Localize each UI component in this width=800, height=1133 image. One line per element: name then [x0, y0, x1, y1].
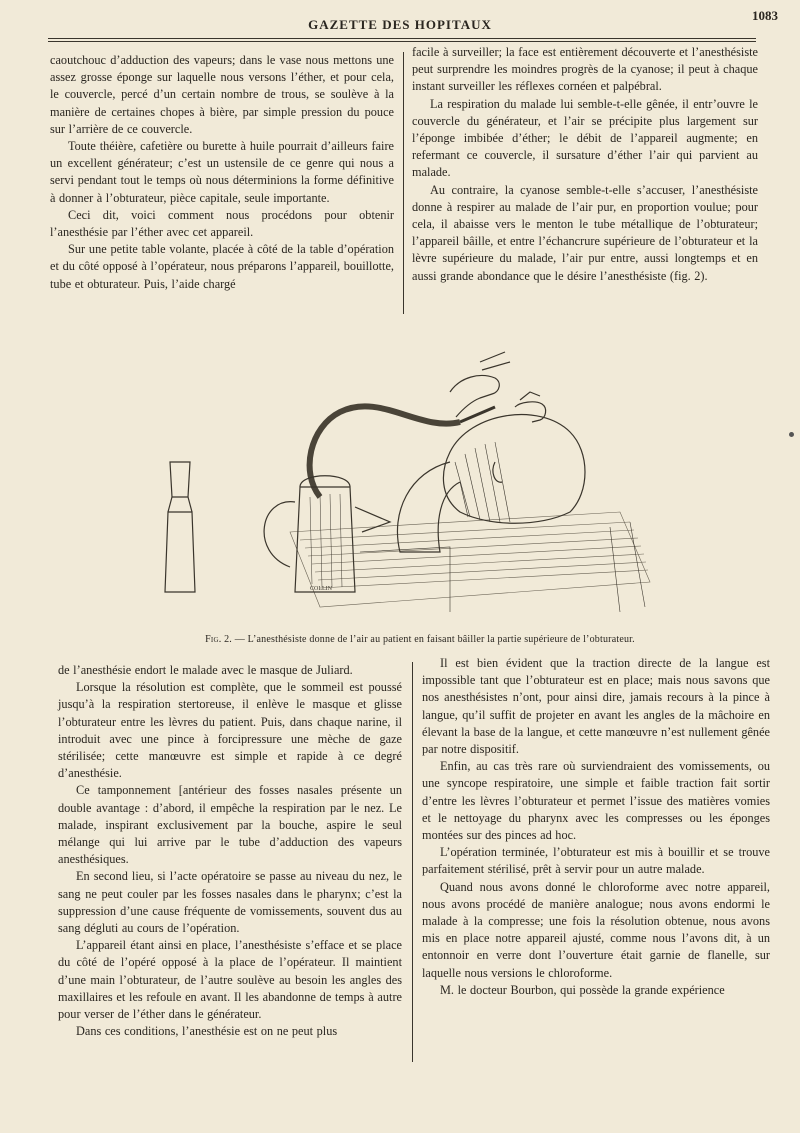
paragraph: Enfin, au cas très rare où surviendraient des vomissements, ou une syncope respiratoire, une simple et faible traction fait sortir d’entre les lèvres l’obturateur et permet l’issue des matières vomies et le nettoyage du pharynx avec les compresses ou les éponges montées sur des pinces ad hoc. — [422, 759, 770, 843]
anesthesia-illustration — [150, 322, 670, 634]
operator-hand — [450, 376, 499, 417]
paragraph: Ceci dit, voici comment nous procédons pour obtenir l’anesthésie par l’éther avec cet appareil. — [50, 207, 394, 240]
paragraph: facile à surveiller; la face est entièrement découverte et l’anesthésiste peut surprendre les moindres progrès de la cyanose; il peut à chaque instant surveiller les réflexes cornéen et palpébral. — [412, 45, 758, 94]
ether-flask — [165, 462, 195, 592]
paragraph: En second lieu, si l’acte opératoire se passe au niveau du nez, le sang ne peut couler par les fosses nasales dans le pharynx; c’est la suppression d’une cause fréquente de vomissements, souvent dus au sang dégluti au cours de l’opération. — [58, 869, 402, 936]
paragraph: Ce tamponnement [antérieur des fosses nasales présente un double avantage : d’abord, il empêche la respiration par le nez. Le malade, inspirant exclusivement par la bouche, aspire le seul mélange qui lui arrive par le tube d’adduction des vapeurs anesthésiques. — [58, 783, 402, 867]
paragraph: Il est bien évident que la traction directe de la langue est impossible tant que l’obturateur est en place; mais nous savons que nos anesthésistes n’ont, pour ainsi dire, jamais recours à la pince à langue, qu’il suffit de projeter en avant les angles de la mâchoire en élevant la base de la langue, et cette manœuvre n’est nullement gênée par notre dispositif. — [422, 656, 770, 757]
journal-title: GAZETTE DES HOPITAUX — [308, 17, 492, 32]
paragraph: Sur une petite table volante, placée à côté de la table d’opération et du côté opposé à l’opérateur, nous préparons l’appareil, bouillotte, tube et obturateur. Puis, l’aide chargé — [50, 242, 394, 291]
figure-caption — [160, 634, 680, 645]
paragraph: Au contraire, la cyanose semble-t-elle s’accuser, l’anesthésiste donne à respirer au malade de l’air pur, en proportion voulue; pour cela, il abaisse vers le menton le tube métallique de l’obturateur; l’appareil bâille, et entre l’échancrure supérieure de l’obturateur et la lèvre supérieure du malade, l’air pur entre, aussi longtemps et en aussi grande abondance que le désire l’anesthésiste (fig. 2). — [412, 182, 758, 283]
page-number: 1083 — [752, 8, 778, 23]
header-rule — [48, 38, 756, 39]
paragraph: Quand nous avons donné le chloroforme avec notre appareil, nous avons procédé de manière analogue; nous avons endormi le malade à la compresse; une fois la résolution obtenue, nous avons mis en place notre appareil ajusté, comme nous l’avons dit, à un entonnoir en verre dont l’ouverture était garnie de flanelle, sur laquelle nous versions le chloroforme. — [422, 879, 770, 980]
paragraph: L’opération terminée, l’obturateur est mis à bouillir et se trouve parfaitement stérilisé, prêt à servir pour un autre malade. — [422, 845, 770, 877]
paragraph: L’appareil étant ainsi en place, l’anesthésiste s’efface et se place du côté de l’opéré opposé à la place de l’opérateur. Il maintient d’une main l’obturateur, de l’autre soulève au besoin les angles des maxillaires et les refoule en avant. Il les abandonne de temps à autre pour verser de l’éther dans le générateur. — [58, 938, 402, 1022]
column-divider — [403, 52, 404, 314]
table-sheet-hatching — [290, 512, 650, 607]
patient-face — [515, 402, 546, 422]
pillow — [397, 462, 460, 552]
paragraph: M. le docteur Bourbon, qui possède la grande expérience — [440, 982, 725, 997]
column-bottom-right — [422, 655, 770, 999]
margin-dot — [789, 432, 794, 437]
paragraph: Lorsque la résolution est complète, que le sommeil est poussé jusqu’à la respiration stertoreuse, il enlève le masque et glisse l’obturateur entre les lèvres du patient. Puis, dans chaque narine, il introduit avec une pince à forcipressure une mèche de gaze stérilisée; cette manœuvre est simple et rapide à ce degré d’anesthésie. — [58, 680, 402, 781]
engraving-signature: COLLIN — [310, 586, 332, 592]
paragraph: Dans ces conditions, l’anesthésie est on ne peut plus — [76, 1024, 338, 1039]
column-top-left — [50, 52, 394, 293]
paragraph: La respiration du malade lui semble-t-elle gênée, il entr’ouvre le couvercle du générateur, et l’air se précipite plus largement sur l’éponge imbibée d’éther; le débit de l’appareil augmente; en refermant ce couvercle, il sursature d’éther l’air qui parvient au malade. — [412, 96, 758, 180]
column-divider — [412, 662, 413, 1062]
column-bottom-left — [58, 662, 402, 1040]
figure-label: Fig. 2. — [205, 634, 233, 645]
header-rule-double — [48, 41, 756, 42]
patient-head — [443, 415, 585, 524]
figure-caption-text: — L’anesthésiste donne de l’air au patient en faisant bâiller la partie supérieure de l’obturateur. — [232, 634, 635, 645]
rubber-tube — [310, 406, 460, 497]
paragraph: caoutchouc d’adduction des vapeurs; dans le vase nous mettons une assez grosse éponge sur laquelle nous versons l’éther, et pour cela, le couvercle, percé d’un certain nombre de trous, se soulève à la manière de certaines chopes à bière, par simple pression du pouce sur l’arrière de ce couvercle. — [50, 53, 394, 136]
column-top-right — [412, 44, 758, 285]
paragraph: Toute théière, cafetière ou burette à huile pourrait d’ailleurs faire un excellent générateur; c’est un ustensile de ce genre qui nous a servi pendant tout le temps où nous déterminions la forme définitive à donner à l’obturateur, pièce capitale, seule importante. — [50, 139, 394, 205]
paragraph: de l’anesthésie endort le malade avec le masque de Juliard. — [58, 663, 353, 677]
